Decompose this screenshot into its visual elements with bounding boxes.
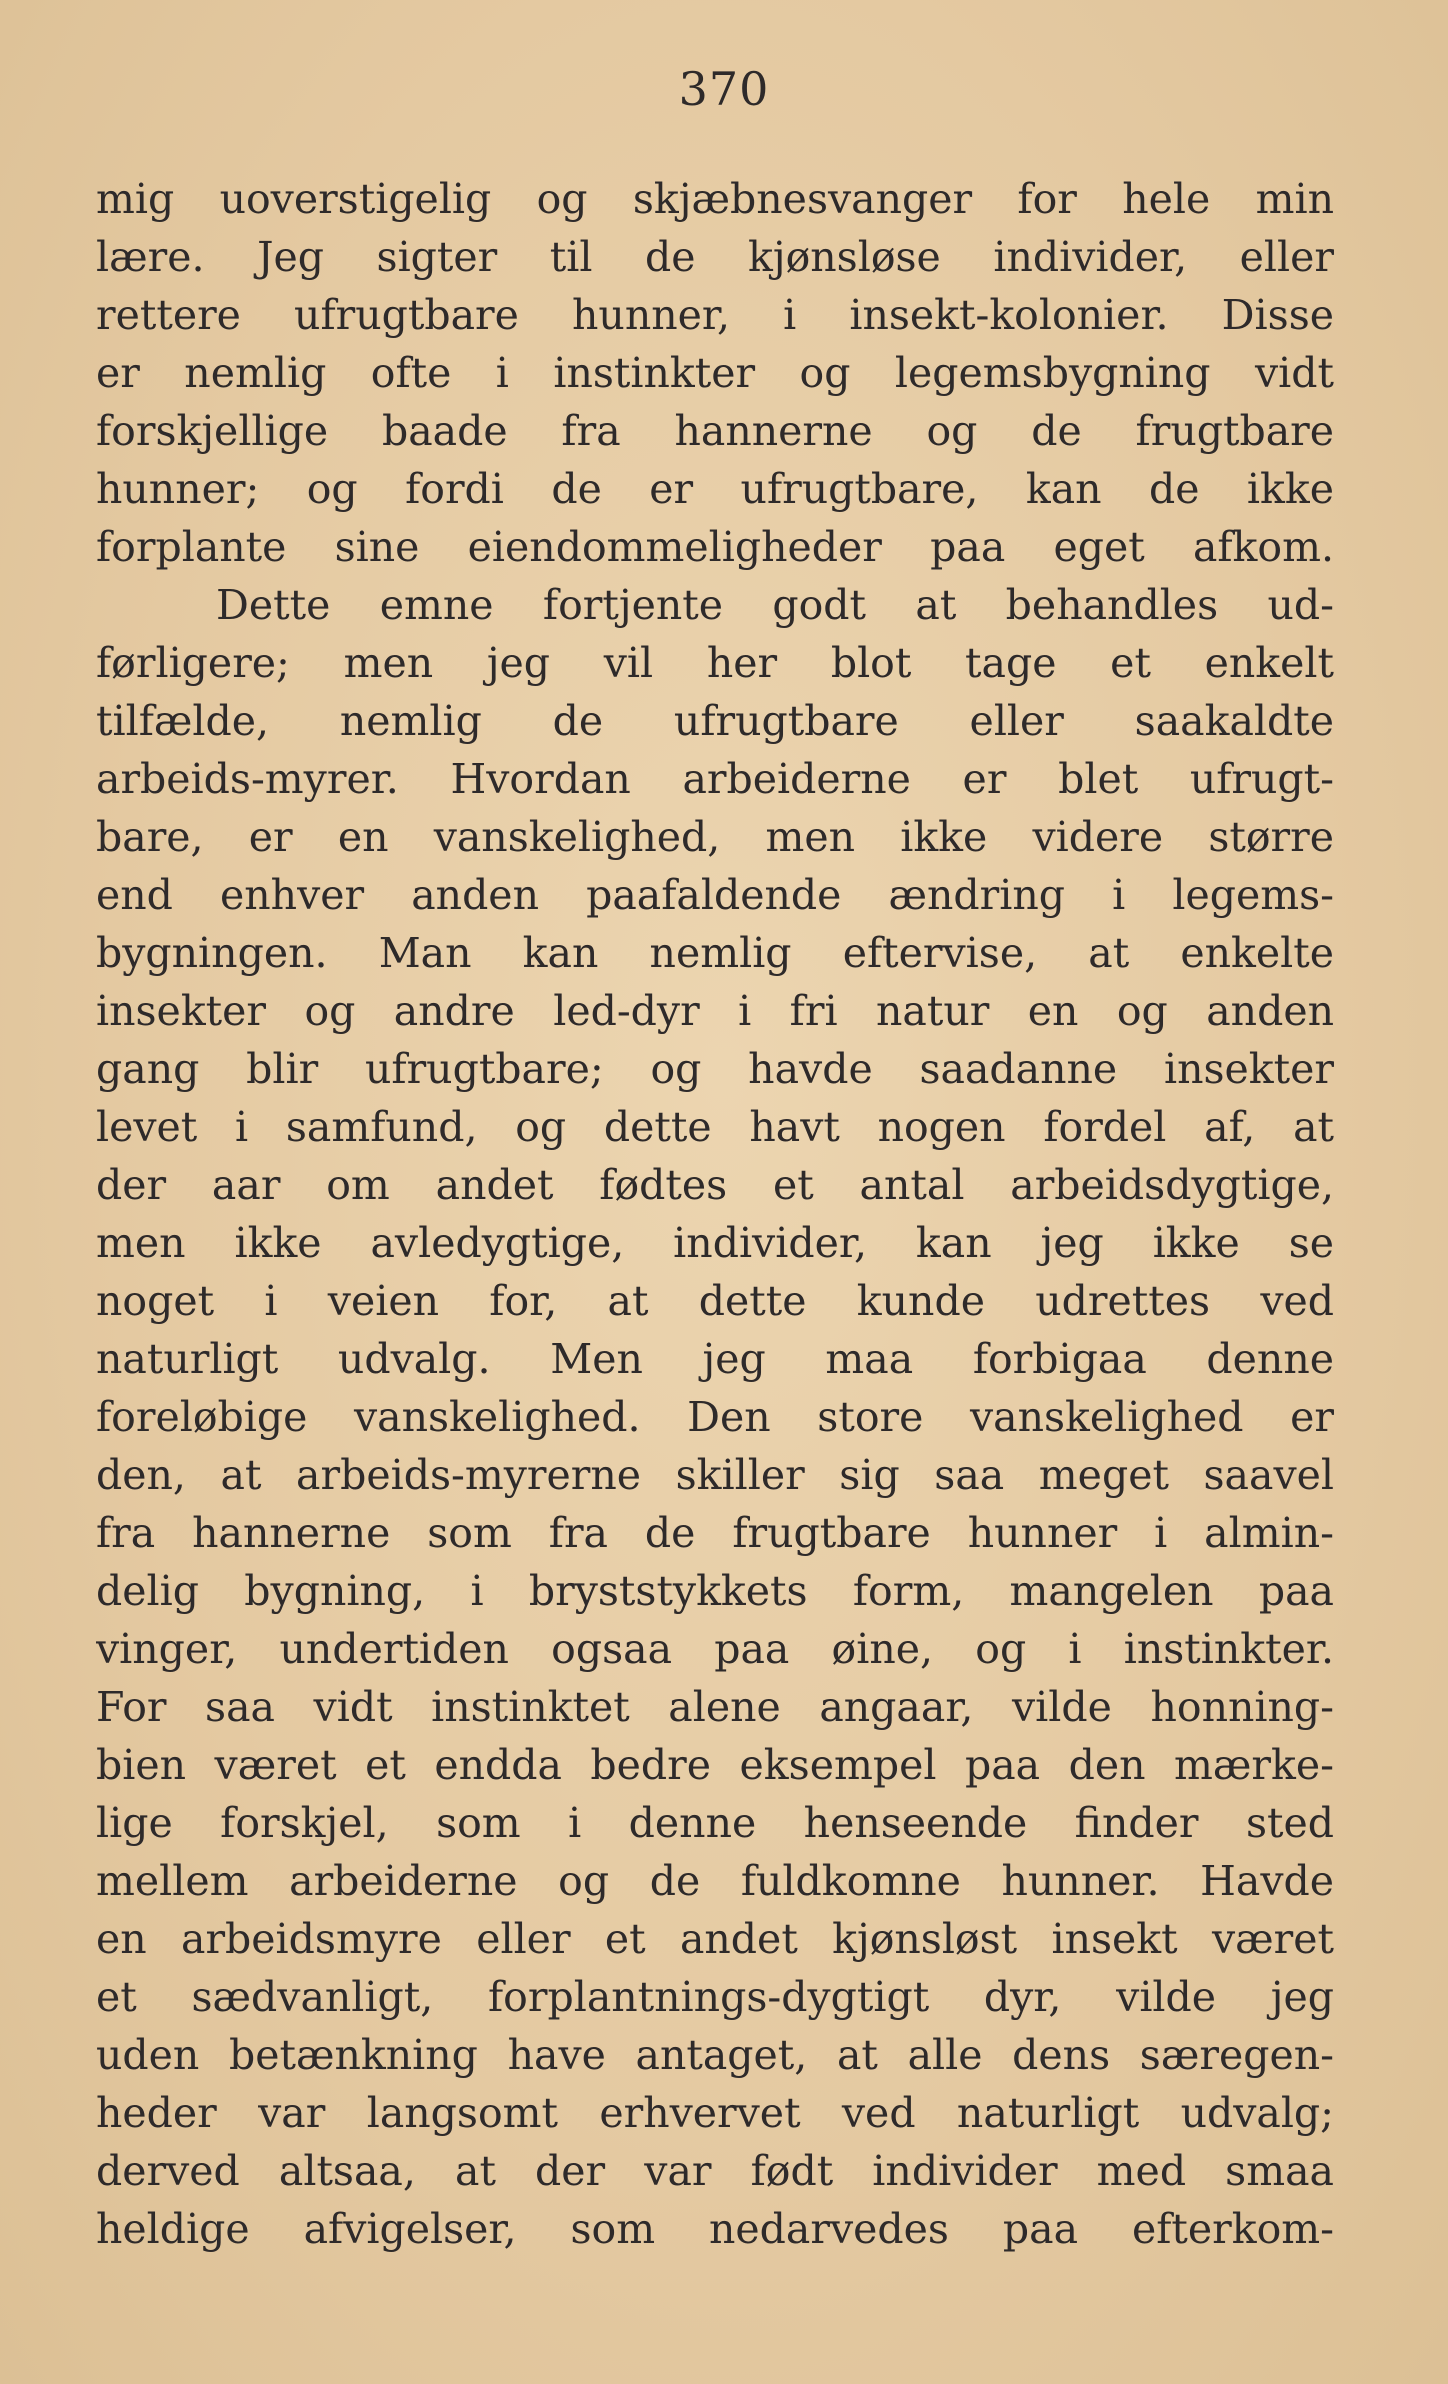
page-number: 370	[678, 62, 770, 116]
text-line: lære. Jeg sigter til de kjønsløse individer, eller	[96, 233, 1334, 281]
text-line: delig bygning, i bryststykkets form, mangelen paa	[96, 1567, 1334, 1615]
text-line: lige forskjel, som i denne henseende finder sted	[96, 1799, 1334, 1847]
text-line: insekter og andre led-dyr i fri natur en og anden	[96, 987, 1334, 1035]
text-line: heldige afvigelser, som nedarvedes paa efterkom-	[96, 2205, 1334, 2253]
text-line: For saa vidt instinktet alene angaar, vilde honning-	[96, 1683, 1334, 1731]
text-line: levet i samfund, og dette havt nogen fordel af, at	[96, 1103, 1334, 1151]
text-line: forplante sine eiendommeligheder paa eget afkom.	[96, 523, 1334, 571]
text-line: noget i veien for, at dette kunde udrettes ved	[96, 1277, 1334, 1325]
text-line: fra hannerne som fra de frugtbare hunner i almin-	[96, 1509, 1334, 1557]
text-line: et sædvanligt, forplantnings-dygtigt dyr, vilde jeg	[96, 1973, 1334, 2021]
text-line: hunner; og fordi de er ufrugtbare, kan de ikke	[96, 465, 1334, 513]
text-line: er nemlig ofte i instinkter og legemsbygning vidt	[96, 349, 1334, 397]
text-line: vinger, undertiden ogsaa paa øine, og i instinkter.	[96, 1625, 1334, 1673]
text-line: uden betænkning have antaget, at alle dens særegen-	[96, 2031, 1334, 2079]
text-line: men ikke avledygtige, individer, kan jeg ikke se	[96, 1219, 1334, 1267]
text-line: derved altsaa, at der var født individer med smaa	[96, 2147, 1334, 2195]
text-line: naturligt udvalg. Men jeg maa forbigaa denne	[96, 1335, 1334, 1383]
text-line: heder var langsomt erhvervet ved naturligt udvalg;	[96, 2089, 1334, 2137]
text-line: bygningen. Man kan nemlig eftervise, at enkelte	[96, 929, 1334, 977]
text-line: en arbeidsmyre eller et andet kjønsløst insekt været	[96, 1915, 1334, 1963]
text-line: gang blir ufrugtbare; og havde saadanne insekter	[96, 1045, 1334, 1093]
text-line: den, at arbeids-myrerne skiller sig saa meget saavel	[96, 1451, 1334, 1499]
text-line: arbeids-myrer. Hvordan arbeiderne er blet ufrugt-	[96, 755, 1334, 803]
body-text	[96, 170, 1334, 2258]
text-line: end enhver anden paafaldende ændring i legems-	[96, 871, 1334, 919]
text-line: rettere ufrugtbare hunner, i insekt-kolonier. Disse	[96, 291, 1334, 339]
text-line: foreløbige vanskelighed. Den store vanskelighed er	[96, 1393, 1334, 1441]
text-line: bare, er en vanskelighed, men ikke videre større	[96, 813, 1334, 861]
text-line: forskjellige baade fra hannerne og de frugtbare	[96, 407, 1334, 455]
text-line: der aar om andet fødtes et antal arbeidsdygtige,	[96, 1161, 1334, 1209]
text-line: mellem arbeiderne og de fuldkomne hunner. Havde	[96, 1857, 1334, 1905]
text-line: tilfælde, nemlig de ufrugtbare eller saakaldte	[96, 697, 1334, 745]
text-line: mig uoverstigelig og skjæbnesvanger for hele min	[96, 175, 1334, 223]
text-line: førligere; men jeg vil her blot tage et enkelt	[96, 639, 1334, 687]
text-line: Dette emne fortjente godt at behandles ud-	[216, 581, 1334, 629]
text-line: bien været et endda bedre eksempel paa den mærke-	[96, 1741, 1334, 1789]
